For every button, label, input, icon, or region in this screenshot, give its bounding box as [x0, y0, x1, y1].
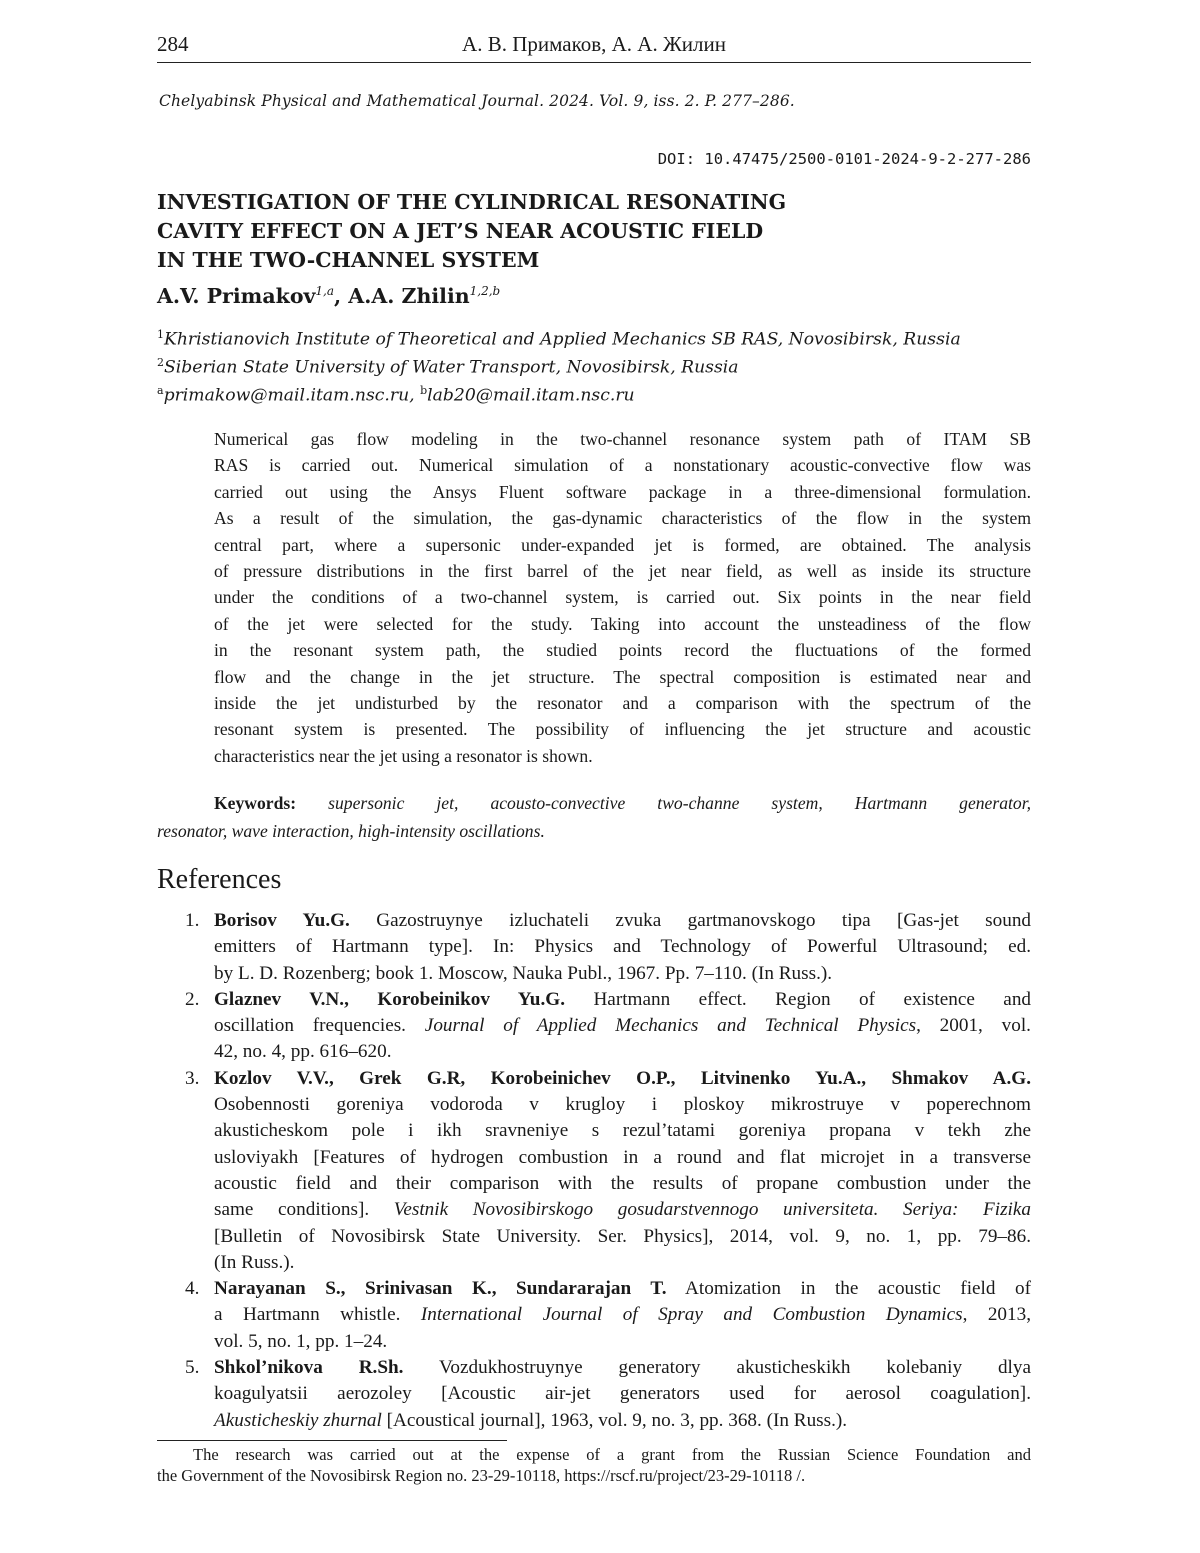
- abstract-line: Numerical gas flow modeling in the two-channel resonance system path of ITAM SB: [214, 429, 1031, 449]
- reference-item: [157, 1276, 1031, 1355]
- keywords-label: Keywords:: [214, 793, 297, 813]
- journal-citation: Chelyabinsk Physical and Mathematical Journal. 2024. Vol. 9, iss. 2. P. 277–286.: [159, 92, 795, 110]
- author-emails: [157, 384, 635, 406]
- abstract-line: in the resonant system path, the studied points record the fluctuations of the formed: [214, 640, 1031, 661]
- abstract-line: central part, where a supersonic under-expanded jet is formed, are obtained. The analysis: [214, 534, 1031, 555]
- reference-line: Osobennosti goreniya vodoroda v krugloy i ploskoy mikrostruye v poperechnom: [214, 1094, 1031, 1116]
- keywords: [157, 789, 1031, 845]
- running-head-authors: А. В. Примаков, А. А. Жилин: [462, 32, 726, 56]
- reference-authors: Kozlov V.V., Grek G.R, Korobeinichev O.P., Litvinenko Yu.A., Shmakov A.G.: [214, 1067, 1031, 1089]
- abstract-line: of the jet were selected for the study. Taking into account the unsteadiness of the flow: [214, 613, 1031, 634]
- doi: DOI: 10.47475/2500-0101-2024-9-2-277-286: [657, 150, 1031, 168]
- affil-marker: 1: [157, 328, 164, 341]
- reference-line: [214, 1408, 1031, 1434]
- reference-line: 42, no. 4, pp. 616–620.: [214, 1041, 392, 1063]
- footnote-line: The research was carried out at the expense of a grant from the Russian Science Foundation and: [193, 1445, 1031, 1464]
- reference-text: a Hartmann whistle.: [214, 1304, 421, 1326]
- reference-number: 3.: [185, 1067, 200, 1089]
- reference-authors: Glaznev V.N., Korobeinikov Yu.G.: [214, 988, 565, 1010]
- affiliation: [157, 356, 739, 378]
- reference-line: [214, 1013, 1031, 1039]
- reference-line: [214, 1066, 1031, 1092]
- title-line: INVESTIGATION OF THE CYLINDRICAL RESONATING: [157, 190, 787, 214]
- reference-line: akusticheskom pole i ikh sravneniye s rezul’tatami goreniya propana v tekh zhe: [214, 1120, 1031, 1142]
- reference-line: [214, 1197, 1031, 1223]
- title-line: CAVITY EFFECT ON A JET’S NEAR ACOUSTIC FIELD: [157, 219, 764, 243]
- author-list: [157, 284, 500, 308]
- email-marker: a: [157, 384, 164, 397]
- reference-journal: Akusticheskiy zhurnal: [214, 1409, 382, 1431]
- footnote-rule: [157, 1440, 507, 1441]
- title-line: IN THE TWO-CHANNEL SYSTEM: [157, 248, 540, 272]
- email-link[interactable]: lab20@mail.itam.nsc.ru: [427, 385, 635, 406]
- reference-item: [157, 1355, 1031, 1434]
- reference-journal: Journal of Applied Mechanics and Technical Physics: [424, 1015, 917, 1037]
- reference-text: Hartmann effect. Region of existence and: [593, 988, 1032, 1010]
- reference-authors: Borisov Yu.G.: [214, 910, 350, 931]
- reference-line: vol. 5, no. 1, pp. 1–24.: [214, 1330, 388, 1352]
- abstract-line: of pressure distributions in the first barrel of the jet near field, as well as inside its structure: [214, 561, 1031, 582]
- abstract-line: inside the jet undisturbed by the resonator and a comparison with the spectrum of the: [214, 693, 1031, 714]
- author-separator: ,: [334, 284, 349, 308]
- reference-line: [214, 908, 1031, 934]
- reference-line: [214, 1276, 1031, 1302]
- keywords-text: supersonic jet, acousto-convective two-channe system, Hartmann generator,: [328, 793, 1031, 813]
- reference-number: 1.: [185, 910, 200, 931]
- reference-text: Atomization in the acoustic field of: [685, 1278, 1031, 1300]
- abstract: [214, 426, 1031, 769]
- affil-text: Khristianovich Institute of Theoretical and Applied Mechanics SB RAS, Novosibirsk, Russia: [164, 329, 961, 350]
- reference-line: usloviyakh [Features of hydrogen combustion in a round and flat microjet in a transverse: [214, 1146, 1031, 1168]
- affil-text: Siberian State University of Water Transport, Novosibirsk, Russia: [164, 357, 739, 378]
- email-marker: b: [420, 384, 428, 397]
- paper-page: [157, 0, 1031, 1553]
- reference-text: Gazostruynye izluchateli zvuka gartmanovskogo tipa [Gas-jet sound: [376, 910, 1032, 931]
- references-heading: References: [157, 864, 282, 895]
- reference-line: [214, 1355, 1031, 1381]
- reference-line: [214, 987, 1031, 1013]
- author-affil-marker: 1,2,b: [469, 284, 501, 299]
- reference-text: oscillation frequencies.: [214, 1015, 425, 1037]
- abstract-line: flow and the change in the jet structure. The spectral composition is estimated near and: [214, 666, 1031, 687]
- keywords-line: [157, 817, 1031, 845]
- reference-authors: Shkol’nikova R.Sh.: [214, 1357, 404, 1379]
- email-link[interactable]: primakow@mail.itam.nsc.ru,: [163, 385, 421, 406]
- author-affil-marker: 1,a: [315, 284, 335, 299]
- reference-line: (In Russ.).: [214, 1251, 295, 1273]
- reference-authors: Narayanan S., Srinivasan K., Sundararajan T.: [214, 1278, 667, 1300]
- running-head: [157, 32, 1031, 60]
- reference-text: Vozdukhostruynye generatory akusticheskikh kolebaniy dlya: [439, 1357, 1031, 1379]
- reference-text: , 2013,: [962, 1304, 1031, 1326]
- reference-line: acoustic field and their comparison with the results of propane combustion under the: [214, 1172, 1031, 1194]
- abstract-line: characteristics near the jet using a resonator is shown.: [214, 745, 593, 766]
- reference-item: [157, 1066, 1031, 1276]
- author-name: A.V. Primakov: [157, 284, 316, 308]
- reference-journal: Vestnik Novosibirskogo gosudarstvennogo universiteta. Seriya: Fizika: [393, 1199, 1031, 1221]
- reference-item: [157, 908, 1031, 987]
- reference-text: , 2001, vol.: [916, 1015, 1031, 1037]
- reference-number: 5.: [185, 1357, 200, 1379]
- reference-number: 2.: [185, 988, 200, 1010]
- reference-journal: International Journal of Spray and Combustion Dynamics: [420, 1304, 963, 1326]
- header-rule: [157, 62, 1031, 63]
- keywords-text: resonator, wave interaction, high-intensity oscillations.: [157, 821, 545, 841]
- abstract-line: RAS is carried out. Numerical simulation of a nonstationary acoustic-convective flow was: [214, 455, 1031, 476]
- reference-item: [157, 987, 1031, 1066]
- reference-text: [Acoustical journal], 1963, vol. 9, no. 3, pp. 368. (In Russ.).: [381, 1409, 848, 1431]
- abstract-line: resonant system is presented. The possibility of influencing the jet structure and acoustic: [214, 719, 1031, 740]
- paper-title: [157, 188, 917, 275]
- affiliation: [157, 328, 961, 350]
- reference-number: 4.: [185, 1278, 200, 1300]
- reference-line: emitters of Hartmann type]. In: Physics and Technology of Powerful Ultrasound; ed.: [214, 936, 1031, 958]
- keywords-line: [157, 789, 1031, 817]
- abstract-line: As a result of the simulation, the gas-dynamic characteristics of the flow in the system: [214, 508, 1031, 529]
- affil-marker: 2: [157, 356, 164, 369]
- abstract-line: carried out using the Ansys Fluent software package in a three-dimensional formulation.: [214, 481, 1031, 502]
- reference-line: by L. D. Rozenberg; book 1. Moscow, Nauka Publ., 1967. Pp. 7–110. (In Russ.).: [214, 962, 833, 984]
- reference-line: [Bulletin of Novosibirsk State University. Ser. Physics], 2014, vol. 9, no. 1, pp. 79–86.: [214, 1225, 1031, 1247]
- reference-list: [157, 908, 1031, 1434]
- page-number: 284: [157, 32, 189, 56]
- reference-text: same conditions].: [214, 1199, 394, 1221]
- reference-line: [214, 1302, 1031, 1328]
- footnote: [157, 1444, 1031, 1486]
- footnote-line: the Government of the Novosibirsk Region no. 23-29-10118, https://rscf.ru/project/23-29-10118 /.: [157, 1466, 806, 1485]
- author-name: A.A. Zhilin: [348, 284, 470, 308]
- abstract-line: under the conditions of a two-channel system, is carried out. Six points in the near field: [214, 587, 1031, 608]
- reference-line: koagulyatsii aerozoley [Acoustic air-jet generators used for aerosol coagulation].: [214, 1383, 1031, 1405]
